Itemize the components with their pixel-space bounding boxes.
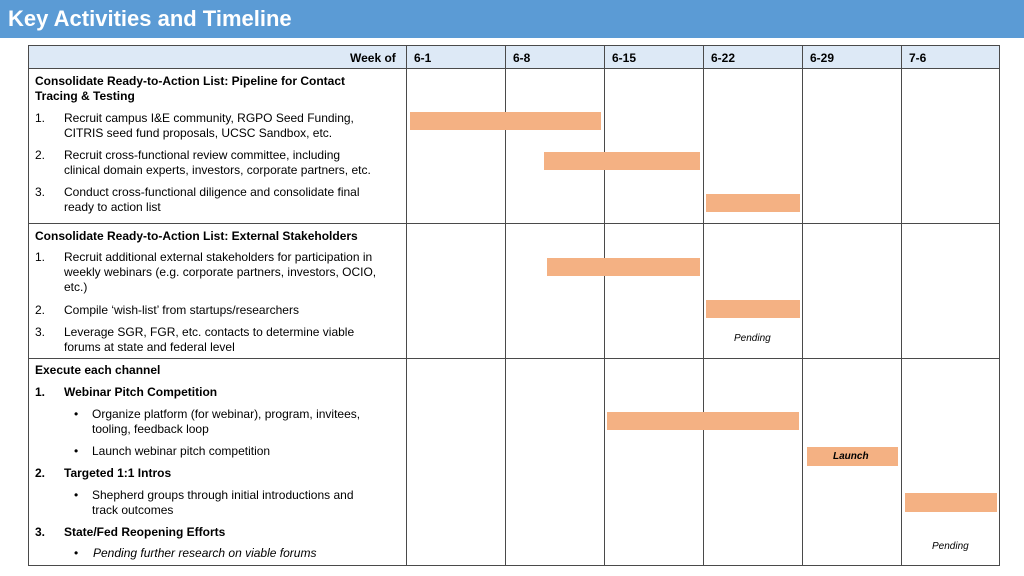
section-2-item-1-text-cont: weekly webinars (e.g. corporate partners, investors, OCIO, (64, 265, 377, 279)
table-border-right (999, 45, 1000, 566)
section-1-item-3-text-cont: ready to action list (64, 200, 161, 214)
column-divider-6-15 (604, 45, 605, 566)
section-1-item-1-text-cont: CITRIS seed fund proposals, UCSC Sandbox, etc. (64, 126, 333, 140)
section-2-item-1-number: 1. (35, 250, 46, 264)
section-1-item-2-number: 2. (35, 148, 46, 162)
column-divider-6-29 (802, 45, 803, 566)
pending-note-reopening: Pending (932, 541, 969, 552)
gantt-bar-recruit-committee (544, 152, 700, 170)
week-header-6-15: 6-15 (612, 51, 637, 65)
section-1-item-2-text: Recruit cross-functional review committee, including (64, 148, 341, 162)
gantt-bar-wish-list (706, 300, 800, 318)
section-2-item-2-number: 2. (35, 303, 46, 317)
bullet: • (74, 444, 79, 458)
subsection-3-number: 3. (35, 525, 46, 539)
subsection-1-bullet-1-text: Organize platform (for webinar), program, invitees, (92, 407, 361, 421)
subsection-1-title: Webinar Pitch Competition (64, 385, 218, 399)
week-header-6-1: 6-1 (414, 51, 432, 65)
page-title: Key Activities and Timeline (8, 6, 292, 31)
section-1-item-1-number: 1. (35, 111, 46, 125)
section-1-item-3-text: Conduct cross-functional diligence and consolidate final (64, 185, 360, 199)
section-2-item-1-text-cont-2: etc.) (64, 280, 88, 294)
subsection-1-number: 1. (35, 385, 46, 399)
subsection-1-bullet-2-text: Launch webinar pitch competition (92, 444, 271, 458)
section-divider-2 (28, 358, 1000, 359)
section-2-heading: Consolidate Ready-to-Action List: External Stakeholders (35, 229, 358, 243)
week-header-6-8: 6-8 (513, 51, 531, 65)
subsection-1-bullet-1-text-cont: tooling, feedback loop (92, 422, 209, 436)
section-1-heading-cont: Tracing & Testing (35, 89, 135, 103)
subsection-2-bullet-1-text-cont: track outcomes (92, 503, 174, 517)
bullet: • (74, 488, 79, 502)
gantt-bar-shepherd-intros (905, 493, 997, 512)
section-2-item-3-number: 3. (35, 325, 46, 339)
subsection-3-bullet-1-text: Pending further research on viable forums (93, 546, 317, 560)
section-divider-1 (28, 223, 1000, 224)
bullet: • (74, 546, 79, 560)
bullet: • (74, 407, 79, 421)
section-2-item-3-text-cont: forums at state and federal level (64, 340, 235, 354)
section-1-item-1-text: Recruit campus I&E community, RGPO Seed Funding, (64, 111, 354, 125)
subsection-2-title: Targeted 1:1 Intros (64, 466, 172, 480)
section-2-item-3-text: Leverage SGR, FGR, etc. contacts to determine viable (64, 325, 355, 339)
launch-note: Launch (833, 451, 869, 462)
subsection-3-title: State/Fed Reopening Efforts (64, 525, 226, 539)
week-header-7-6: 7-6 (909, 51, 927, 65)
section-1-heading: Consolidate Ready-to-Action List: Pipeline for Contact (35, 74, 346, 88)
table-border-top (28, 45, 1000, 46)
week-header-6-29: 6-29 (810, 51, 835, 65)
pending-note-state-forums: Pending (734, 333, 771, 344)
column-divider-7-6 (901, 45, 902, 566)
table-border-left (28, 45, 29, 566)
section-2-item-1-text: Recruit additional external stakeholders for participation in (64, 250, 373, 264)
week-of-label: Week of (350, 51, 396, 65)
gantt-bar-recruit-campus (410, 112, 601, 130)
section-1-item-3-number: 3. (35, 185, 46, 199)
subsection-2-number: 2. (35, 466, 46, 480)
header-divider (28, 68, 1000, 69)
gantt-bar-recruit-external (547, 258, 700, 276)
subsection-2-bullet-1-text: Shepherd groups through initial introductions and (92, 488, 354, 502)
table-border-bottom (28, 565, 1000, 566)
column-divider-6-22 (703, 45, 704, 566)
gantt-bar-diligence (706, 194, 800, 212)
section-1-item-2-text-cont: clinical domain experts, investors, corporate partners, etc. (64, 163, 371, 177)
week-header-6-22: 6-22 (711, 51, 736, 65)
section-2-item-2-text: Compile ‘wish-list’ from startups/researchers (64, 303, 299, 317)
column-divider-activities (406, 45, 407, 566)
section-3-heading: Execute each channel (35, 363, 161, 377)
gantt-bar-organize-platform (607, 412, 799, 430)
